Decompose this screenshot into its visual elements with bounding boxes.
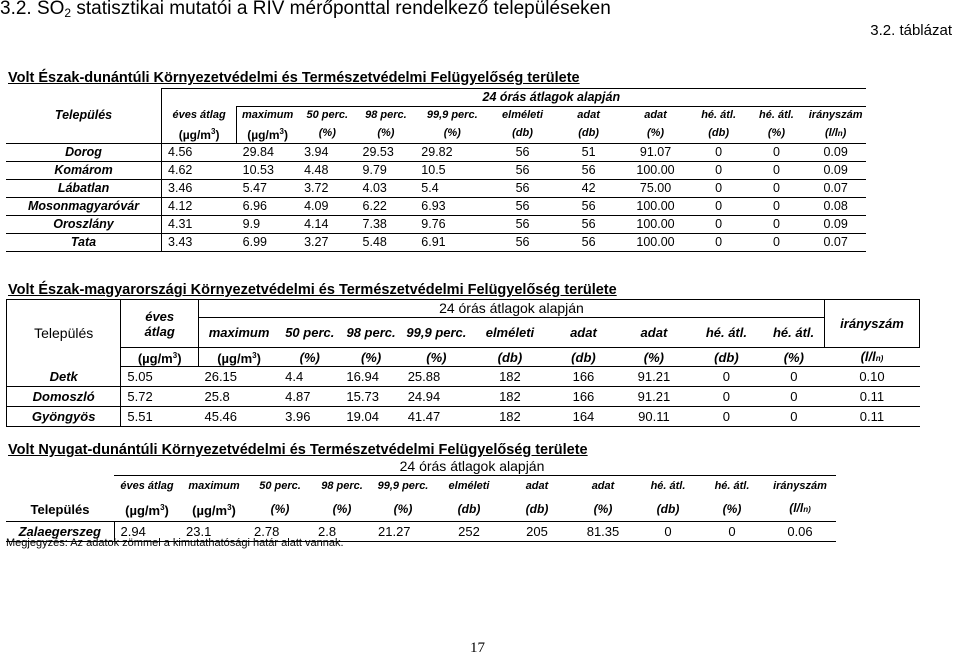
table-cell: 0.09 [805,162,866,180]
table-cell: 164 [549,407,618,427]
header-settlement: Település [6,498,114,522]
table-cell: 5.72 [121,387,199,407]
unit-cell: (l/ln) [824,348,919,367]
unit-cell: (%) [248,498,312,522]
footnote: Megjegyzés: Az adatok zömmel a kimutathatósági határ alatt vannak. [6,537,344,549]
header-col: maximum [198,318,279,348]
table-row [6,198,866,216]
table-cell: 6.93 [415,198,489,216]
table-cell: 166 [549,387,618,407]
table-cell: 0.10 [824,367,919,387]
header-col: adat [570,476,636,498]
unit-cell: (l/ln) [764,498,836,522]
table-cell: 166 [549,367,618,387]
table-north-transdanubia [6,88,866,252]
row-settlement-name: Oroszlány [6,216,162,234]
table-cell: 4.31 [162,216,237,234]
table-cell: 6.96 [237,198,298,216]
table-cell: 3.96 [279,407,340,427]
table-cell: 15.73 [340,387,401,407]
table-cell: 4.87 [279,387,340,407]
table-cell: 0 [690,216,748,234]
table-cell: 3.46 [162,180,237,198]
table-cell: 0 [690,407,764,427]
table-cell: 0 [748,180,806,198]
table-cell: 3.72 [298,180,356,198]
header-col: 50 perc. [279,318,340,348]
table-row [6,180,866,198]
table-cell: 100.00 [621,198,689,216]
header-col: hé. átl. [690,318,764,348]
region-title-north-hungary: Volt Észak-magyarországi Környezetvédelmi és Természetvédelmi Felügyelőség területe [8,282,617,298]
header-col: elméleti [489,107,556,125]
header-settlement: Település [6,89,162,144]
unit-cell: $(\mu g/m^3)$ [198,348,279,367]
table-cell: 0 [748,234,806,252]
header-col: 98 perc. [357,107,416,125]
table-cell: 90.11 [618,407,689,427]
table-cell: 56 [489,198,556,216]
unit-cell: (db) [549,348,618,367]
header-col: irányszám [824,300,919,348]
unit-cell: (%) [372,498,434,522]
table-cell: 0 [748,162,806,180]
table-cell: 81.35 [570,522,636,542]
table-cell: 0 [690,387,764,407]
header-col: maximum [180,476,248,498]
table-cell: 2.94 [114,522,180,542]
header-col: elméleti [471,318,549,348]
table-row [7,367,920,387]
unit-cell: (%) [570,498,636,522]
table-cell: 0.11 [824,387,919,407]
header-col: adat [504,476,570,498]
table-cell: 5.47 [237,180,298,198]
header-col: 99,9 perc. [415,107,489,125]
header-col: éves átlag [121,300,199,348]
table-cell: 4.4 [279,367,340,387]
table-cell: 5.05 [121,367,199,387]
table-cell: 29.82 [415,144,489,162]
unit-cell: (db) [556,124,622,144]
table-cell: 56 [489,216,556,234]
table-cell: 56 [489,144,556,162]
table-cell: 56 [489,162,556,180]
table-cell: 0 [690,198,748,216]
table-cell: 4.03 [357,180,416,198]
table-cell: 91.21 [618,367,689,387]
header-col: adat [621,107,689,125]
header-col: 99,9 perc. [372,476,434,498]
header-col: elméleti [434,476,504,498]
table-cell: 75.00 [621,180,689,198]
region-title-north-transdanubia: Volt Észak-dunántúli Környezetvédelmi és Természetvédelmi Felügyelőség területe [8,70,580,86]
table-cell: 6.91 [415,234,489,252]
header-group: 24 órás átlagok alapján [237,89,866,107]
table-cell: 0 [690,144,748,162]
table-cell: 0 [763,387,824,407]
table-cell: 41.47 [402,407,471,427]
table-cell: 0.06 [764,522,836,542]
header-col: hé. átl. [690,107,748,125]
table-cell: 4.09 [298,198,356,216]
header-col: éves átlag [172,108,226,121]
unit-cell: $(\mu g/m^3)$ [121,348,199,367]
table-cell: 29.53 [357,144,416,162]
table-cell: 16.94 [340,367,401,387]
table-cell: 4.12 [162,198,237,216]
table-cell: 24.94 [402,387,471,407]
table-cell: 6.22 [357,198,416,216]
table-cell: 56 [489,180,556,198]
table-cell: 4.48 [298,162,356,180]
table-cell: 56 [556,162,622,180]
header-col: 98 perc. [312,476,372,498]
header-group: 24 órás átlagok alapján [399,458,545,474]
table-cell: 0 [690,367,764,387]
header-col: adat [618,318,689,348]
table-cell: 10.5 [415,162,489,180]
row-settlement-name: Zalaegerszeg [6,522,114,542]
unit-cell: (db) [471,348,549,367]
table-cell: 29.84 [237,144,298,162]
table-cell: 0.07 [805,180,866,198]
table-cell: 0 [690,162,748,180]
header-col: 50 perc. [248,476,312,498]
table-cell: 91.07 [621,144,689,162]
header-col: irányszám [764,476,836,498]
unit-cell: (%) [618,348,689,367]
table-cell: 25.88 [402,367,471,387]
header-col: hé. átl. [636,476,700,498]
table-cell: 100.00 [621,234,689,252]
header-col: éves átlag [114,476,180,498]
table-cell: 10.53 [237,162,298,180]
table-cell: 0 [748,216,806,234]
page-number: 17 [470,640,485,656]
table-cell: 26.15 [198,367,279,387]
table-cell: 4.56 [162,144,237,162]
table-cell: 0 [690,234,748,252]
table-cell: 182 [471,387,549,407]
unit-cell: (l/ln) [805,124,866,144]
row-settlement-name: Domoszló [7,387,121,407]
unit-cell: (db) [489,124,556,144]
table-cell: 0 [636,522,700,542]
table-cell: 0 [748,198,806,216]
table-cell: 0 [763,367,824,387]
table-cell: 0.11 [824,407,919,427]
table-cell: 4.14 [298,216,356,234]
table-cell: 205 [504,522,570,542]
table-cell: 5.48 [357,234,416,252]
table-cell: 23.1 [180,522,248,542]
table-row [6,144,866,162]
unit-cell: (%) [748,124,806,144]
table-cell: 0.08 [805,198,866,216]
table-cell: 9.9 [237,216,298,234]
table-cell: 5.51 [121,407,199,427]
unit-cell: (%) [415,124,489,144]
header-col: hé. átl. [763,318,824,348]
table-cell: 42 [556,180,622,198]
table-cell: 51 [556,144,622,162]
table-cell: 56 [556,198,622,216]
row-settlement-name: Lábatlan [6,180,162,198]
unit-cell: (%) [402,348,471,367]
header-col: 98 perc. [340,318,401,348]
table-west-transdanubia [6,458,836,542]
page-heading: 3.2. $SO_2$ statisztikai mutatói a RIV mérőponttal rendelkező településeken [0,0,611,20]
unit-cell: $(\mu g/m^3)$ [237,124,298,144]
unit-cell: (db) [636,498,700,522]
table-cell: 0 [700,522,764,542]
table-cell: 252 [434,522,504,542]
header-col: maximum [237,107,298,125]
table-cell: 19.04 [340,407,401,427]
header-group: 24 órás átlagok alapján [198,300,824,318]
unit-cell: (db) [504,498,570,522]
table-row [6,162,866,180]
table-cell: 3.27 [298,234,356,252]
table-cell: 0 [690,180,748,198]
table-cell: 7.38 [357,216,416,234]
table-cell: 4.62 [162,162,237,180]
table-cell: 56 [556,234,622,252]
table-cell: 9.79 [357,162,416,180]
header-col: 99,9 perc. [402,318,471,348]
table-cell: 182 [471,407,549,427]
header-col: adat [556,107,622,125]
table-cell: 0.07 [805,234,866,252]
unit-cell: $(\mu g/m^3)$ [114,498,180,522]
unit-cell: (db) [434,498,504,522]
row-settlement-name: Komárom [6,162,162,180]
table-cell: 0 [748,144,806,162]
unit-cell: (%) [298,124,356,144]
table-row [7,387,920,407]
unit-cell: $(\mu g/m^3)$ [162,124,237,144]
table-cell: 0.09 [805,216,866,234]
table-row [7,407,920,427]
row-settlement-name: Detk [7,367,121,387]
region-title-west-transdanubia: Volt Nyugat-dunántúli Környezetvédelmi és Természetvédelmi Felügyelőség területe [8,442,588,458]
table-north-hungary [6,299,920,427]
header-col: adat [549,318,618,348]
header-col: hé. átl. [748,107,806,125]
table-cell: 5.4 [415,180,489,198]
table-cell: 91.21 [618,387,689,407]
table-cell: 3.94 [298,144,356,162]
unit-cell: (db) [690,348,764,367]
table-cell: 21.27 [372,522,434,542]
table-cell: 100.00 [621,162,689,180]
row-settlement-name: Gyöngyös [7,407,121,427]
unit-cell: (%) [763,348,824,367]
unit-cell: (%) [621,124,689,144]
unit-cell: (%) [700,498,764,522]
table-cell: 45.46 [198,407,279,427]
table-cell: 100.00 [621,216,689,234]
table-row [6,216,866,234]
unit-cell: (%) [312,498,372,522]
table-number: 3.2. táblázat [870,22,952,39]
table-row [6,234,866,252]
table-cell: 56 [556,216,622,234]
row-settlement-name: Tata [6,234,162,252]
header-col: hé. átl. [700,476,764,498]
unit-cell: (%) [340,348,401,367]
row-settlement-name: Dorog [6,144,162,162]
row-settlement-name: Mosonmagyaróvár [6,198,162,216]
table-cell: 2.8 [312,522,372,542]
unit-cell: (%) [357,124,416,144]
table-cell: 0 [763,407,824,427]
table-cell: 0.09 [805,144,866,162]
table-cell: 6.99 [237,234,298,252]
header-settlement: Település [7,300,121,367]
unit-cell: (%) [279,348,340,367]
unit-cell: $(\mu g/m^3)$ [180,498,248,522]
unit-cell: (db) [690,124,748,144]
table-cell: 56 [489,234,556,252]
header-col: 50 perc. [298,107,356,125]
table-cell: 25.8 [198,387,279,407]
header-col: irányszám [805,107,866,125]
table-cell: 9.76 [415,216,489,234]
table-cell: 3.43 [162,234,237,252]
table-cell: 182 [471,367,549,387]
table-cell: 2.78 [248,522,312,542]
